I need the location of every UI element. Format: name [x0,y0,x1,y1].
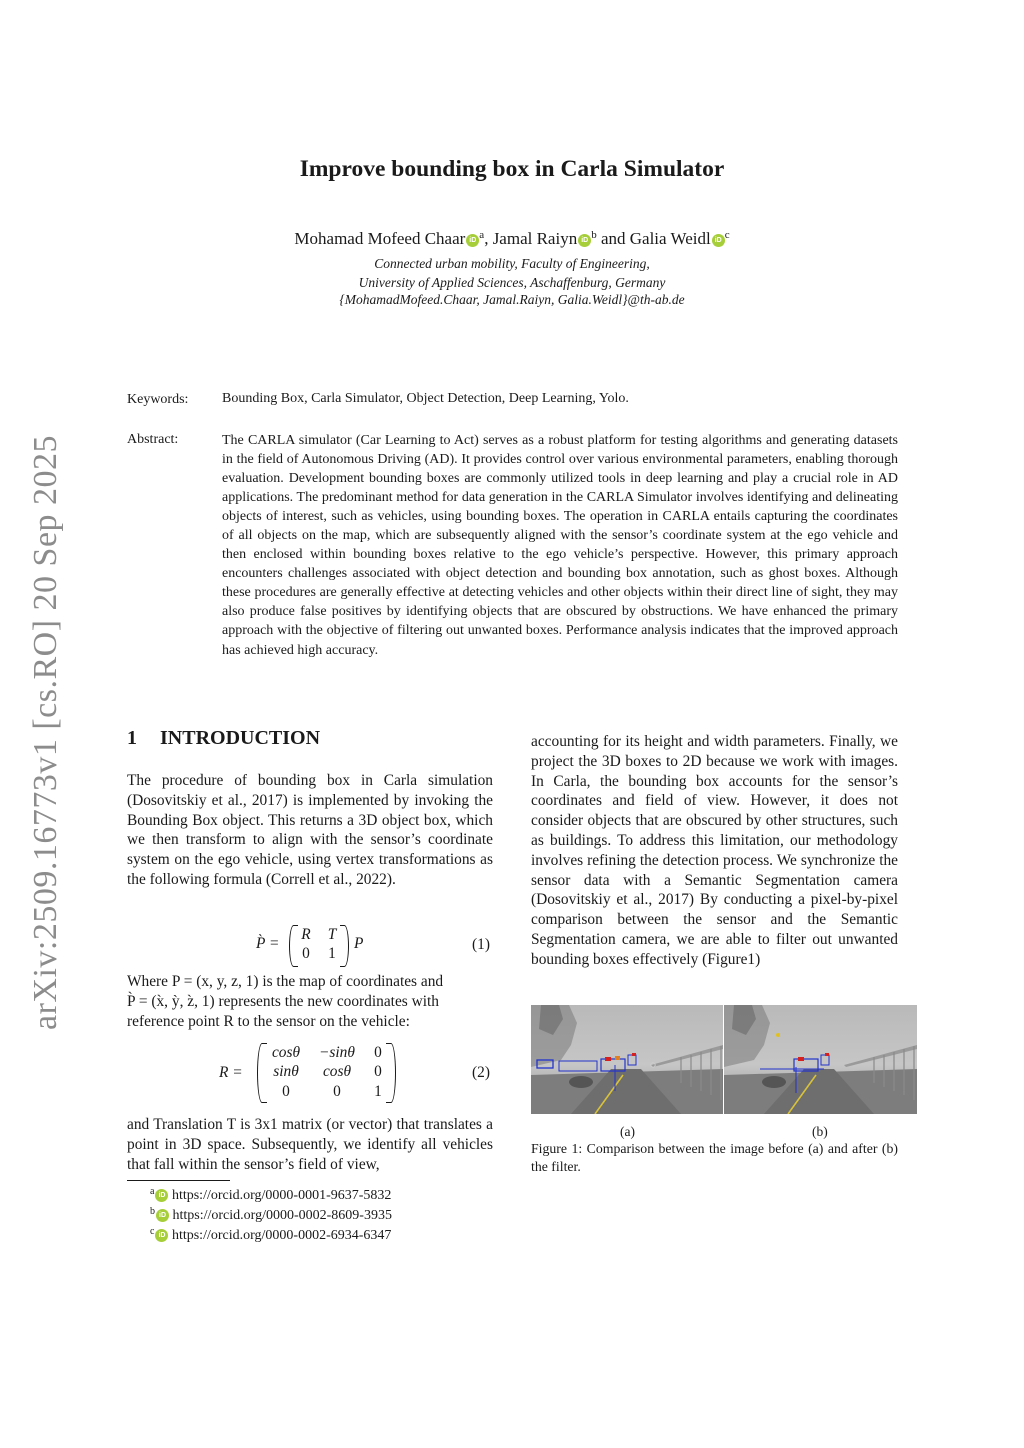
footnote-mark: b [150,1206,155,1217]
author-list [0,229,1024,249]
matrix-cell: R [301,926,311,943]
equation-rhs: P [354,935,364,952]
matrix-cell: 0 [333,1083,341,1100]
intro-paragraph-continued: accounting for its height and width parameters. Finally, we project the 3D boxes to 2D because we work with images. In Carla, the bounding box accounts for the sensor’s coordinates and field of view. However, it does not consider objects that are obscured by other structures, such as buildings. To address this limitation, our methodology involves refining the detection process. We synchronize the sensor data with a Semantic Segmentation camera (Dosovitskiy et al., 2017) By conducting a pixel-by-pixel comparison between the sensor and the Semantic Segmentation camera, we are able to filter out unwanted bounding boxes effectively (Figure1) [531,733,898,968]
author-separator: , [484,229,493,248]
matrix-cell: cosθ [322,1063,352,1080]
affiliation-email: {MohamadMofeed.Chaar, Jamal.Raiyn, Galia.Weidl}@th-ab.de [339,292,685,307]
affiliation-line: University of Applied Sciences, Aschaffenburg, Germany [358,275,666,290]
figure-sublabel-b: (b) [812,1124,828,1139]
orcid-icon: iD [155,1229,168,1242]
figure-1 [531,1005,917,1114]
intro-paragraph: The procedure of bounding box in Carla simulation (Dosovitskiy et al., 2017) is implemented by invoking the Bounding Box object. This returns a 3D object box, which we then transform to align with the sensor’s coordinate system on the ego vehicle, using vertex transformations as the following formula (Correll et al., 2022). [127,772,493,888]
matrix-cell: 1 [328,945,336,962]
orcid-icon[interactable]: iD [578,234,591,247]
author-mark: c [724,229,730,241]
arxiv-identifier: arXiv:2509.16773v1 [cs.RO] 20 Sep 2025 [27,434,64,1030]
text-line: P̀ = (x̀, ỳ, z̀, 1) represents the new coordinates with [127,992,439,1010]
orcid-icon[interactable]: iD [466,234,479,247]
equation-number: (2) [472,1064,490,1081]
section-heading [127,727,320,750]
matrix-bracket [386,1043,396,1103]
keywords-text: Bounding Box, Carla Simulator, Object Detection, Deep Learning, Yolo. [222,391,629,406]
footnote [150,1206,392,1224]
matrix-cell: 1 [374,1083,382,1100]
author-separator: and [596,229,630,248]
abstract-label: Abstract: [127,432,179,447]
abstract-text: The CARLA simulator (Car Learning to Act) serves as a robust platform for testing algorithms and generating datasets in the field of Autonomous Driving (AD). It provides control over various environmental parameters, enabling thorough evaluation. Development bounding boxes are commonly utilized tools in deep learning and play a crucial role in AD applications. The predominant method for data generation in the CARLA Simulator involves identifying and delineating objects of interest, such as vehicles, using bounding boxes. The operation in CARLA entails capturing the coordinates of all objects on the map, which are subsequently aligned with the sensor’s coordinate system at the ego vehicle and then enclosed within bounding boxes relative to the ego vehicle’s perspective. However, this primary approach encounters challenges associated with object detection and bounding box annotation, such as ghost boxes. Although these procedures are generally effective at detecting vehicles and other objects within their direct line of sight, they may also produce false positives by identifying objects that are obscured by obstructions. We have enhanced the primary approach with the objective of filtering out unwanted boxes. Performance analysis indicates that the improved approach has achieved high accuracy. [222,433,898,658]
matrix-cell: 0 [374,1063,382,1080]
section-number: 1 [127,727,137,749]
orcid-icon: iD [156,1209,169,1222]
text-line: reference point R to the sensor on the vehicle: [127,1012,410,1030]
footnote-rule [127,1180,230,1181]
orcid-icon: iD [155,1189,168,1202]
figure-panel-b [724,1005,917,1114]
figure-caption: Figure 1: Comparison between the image before (a) and after (b) the filter. [531,1141,898,1174]
matrix-bracket [340,925,349,967]
author-name: Galia Weidl [629,229,711,248]
matrix-cell: T [327,926,337,943]
orcid-link[interactable]: https://orcid.org/0000-0002-6934-6347 [171,1228,392,1243]
matrix-cell: 0 [282,1083,290,1100]
figure-sublabel-a: (a) [620,1124,635,1139]
text-line: Where P = (x, y, z, 1) is the map of coordinates and [127,973,444,990]
footnote-mark: c [150,1226,155,1237]
author-mark: a [479,229,485,241]
orcid-icon[interactable]: iD [712,234,725,247]
translation-paragraph: and Translation T is 3x1 matrix (or vector) that translates a point in 3D space. Subsequently, we identify all vehicles that fall within the sensor’s field of view, [127,1116,493,1173]
matrix-cell: 0 [302,945,310,962]
author-mark: b [591,229,597,241]
paper-title: Improve bounding box in Carla Simulator [299,156,725,182]
matrix-bracket [289,925,298,967]
equation-number: (1) [472,936,490,953]
matrix-cell: cosθ [271,1044,301,1061]
footnote-mark: a [150,1186,155,1197]
author-name: Jamal Raiyn [492,229,578,248]
figure-panel-a [531,1005,723,1114]
matrix-cell: 0 [374,1044,382,1061]
affiliation-line: Connected urban mobility, Faculty of Engineering, [374,256,650,271]
footnote [150,1186,391,1204]
keywords-label: Keywords: [127,392,189,407]
orcid-link[interactable]: https://orcid.org/0000-0001-9637-5832 [171,1188,392,1203]
equation-lhs: R = [219,1064,243,1081]
matrix-cell: −sinθ [319,1044,355,1061]
footnote [150,1226,391,1244]
author-name: Mohamad Mofeed Chaar [294,229,466,248]
where-paragraph [127,972,493,1031]
figure-images [531,1005,917,1114]
matrix-cell: sinθ [273,1063,299,1080]
orcid-link[interactable]: https://orcid.org/0000-0002-8609-3935 [172,1208,392,1223]
section-title: INTRODUCTION [160,727,321,749]
equation-lhs: P̀ = [256,935,280,952]
